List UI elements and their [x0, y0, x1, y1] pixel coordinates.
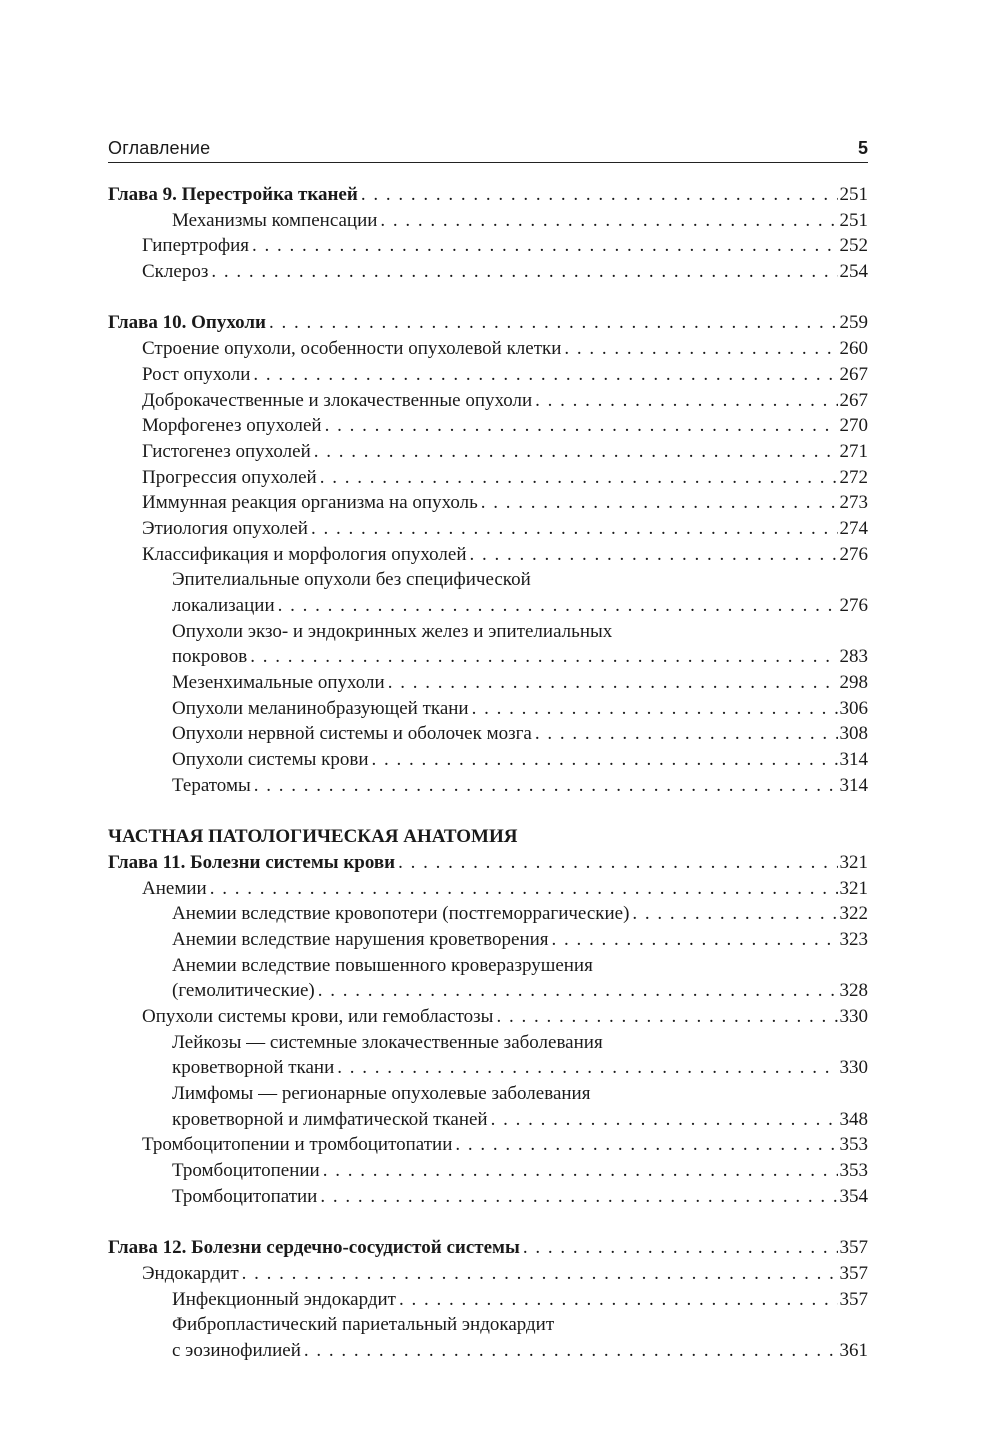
toc-entry[interactable]: Анемии . . . 321 — [108, 876, 868, 902]
toc-entry-continuation[interactable]: кроветворной и лимфатической тканей . . . 348 — [108, 1107, 868, 1133]
toc-entry[interactable]: Доброкачественные и злокачественные опухоли . . . 267 — [108, 388, 868, 414]
part-heading: ЧАСТНАЯ ПАТОЛОГИЧЕСКАЯ АНАТОМИЯ — [108, 826, 518, 848]
toc-entry-first-line[interactable]: Лимфомы — регионарные опухолевые заболевания — [172, 1083, 591, 1105]
toc-entry-first-line[interactable]: Опухоли экзо- и эндокринных желез и эпителиальных — [172, 620, 613, 642]
running-header — [108, 136, 868, 163]
toc-entry[interactable]: Опухоли системы крови, или гемобластозы . . . 330 — [108, 1004, 868, 1030]
toc-entry-first-line[interactable]: Эпителиальные опухоли без специфической — [172, 569, 531, 591]
toc-entry[interactable]: Механизмы компенсации . . . 251 — [108, 208, 868, 234]
toc-entry-continuation[interactable]: кроветворной ткани . . . 330 — [108, 1055, 868, 1081]
toc-chapter-12[interactable]: Глава 12. Болезни сердечно-сосудистой системы . . . 357 — [108, 1235, 868, 1261]
toc-entry[interactable]: Тромбоцитопении и тромбоцитопатии . . . 353 — [108, 1132, 868, 1158]
toc-entry[interactable]: Склероз . . . 254 — [108, 259, 868, 285]
toc-entry[interactable]: Рост опухоли . . . 267 — [108, 362, 868, 388]
toc-chapter-9[interactable]: Глава 9. Перестройка тканей . . . 251 — [108, 182, 868, 208]
toc-entry[interactable]: Анемии вследствие нарушения кроветворения . . . 323 — [108, 927, 868, 953]
toc-entry[interactable]: Опухоли нервной системы и оболочек мозга . . . 308 — [108, 721, 868, 747]
table-of-contents — [108, 182, 868, 1364]
toc-entry[interactable]: Иммунная реакция организма на опухоль . . . 273 — [108, 490, 868, 516]
toc-entry-continuation[interactable]: (гемолитические) . . . 328 — [108, 978, 868, 1004]
toc-chapter-10[interactable]: Глава 10. Опухоли . . . 259 — [108, 310, 868, 336]
toc-entry[interactable]: Тромбоцитопении . . . 353 — [108, 1158, 868, 1184]
page-number: 5 — [857, 138, 868, 158]
toc-entry-first-line[interactable]: Лейкозы — системные злокачественные заболевания — [172, 1031, 603, 1053]
toc-chapter-11[interactable]: Глава 11. Болезни системы крови . . . 321 — [108, 850, 868, 876]
toc-entry[interactable]: Тератомы . . . 314 — [108, 773, 868, 799]
toc-entry[interactable]: Классификация и морфология опухолей . . . 276 — [108, 542, 868, 568]
toc-entry[interactable]: Гипертрофия . . . 252 — [108, 233, 868, 259]
toc-entry[interactable]: Инфекционный эндокардит . . . 357 — [108, 1287, 868, 1313]
toc-entry[interactable]: Эндокардит . . . 357 — [108, 1261, 868, 1287]
toc-entry-continuation[interactable]: локализации . . . 276 — [108, 593, 868, 619]
toc-entry-first-line[interactable]: Анемии вследствие повышенного кроверазрушения — [172, 954, 593, 976]
toc-entry[interactable]: Тромбоцитопатии . . . 354 — [108, 1184, 868, 1210]
toc-entry[interactable]: Прогрессия опухолей . . . 272 — [108, 465, 868, 491]
toc-entry[interactable]: Мезенхимальные опухоли . . . 298 — [108, 670, 868, 696]
toc-entry[interactable]: Этиология опухолей . . . 274 — [108, 516, 868, 542]
toc-entry[interactable]: Опухоли меланинобразующей ткани . . . 306 — [108, 696, 868, 722]
toc-entry[interactable]: Гистогенез опухолей . . . 271 — [108, 439, 868, 465]
toc-entry-first-line[interactable]: Фибропластический париетальный эндокардит — [172, 1314, 555, 1336]
toc-entry-continuation[interactable]: покровов . . . 283 — [108, 644, 868, 670]
toc-entry[interactable]: Опухоли системы крови . . . 314 — [108, 747, 868, 773]
running-head-title: Оглавление — [108, 138, 211, 158]
toc-entry[interactable]: Анемии вследствие кровопотери (постгеморрагические) . . . 322 — [108, 901, 868, 927]
toc-entry[interactable]: Морфогенез опухолей . . . 270 — [108, 413, 868, 439]
toc-entry-continuation[interactable]: с эозинофилией . . . 361 — [108, 1338, 868, 1364]
toc-entry[interactable]: Строение опухоли, особенности опухолевой клетки . . . 260 — [108, 336, 868, 362]
